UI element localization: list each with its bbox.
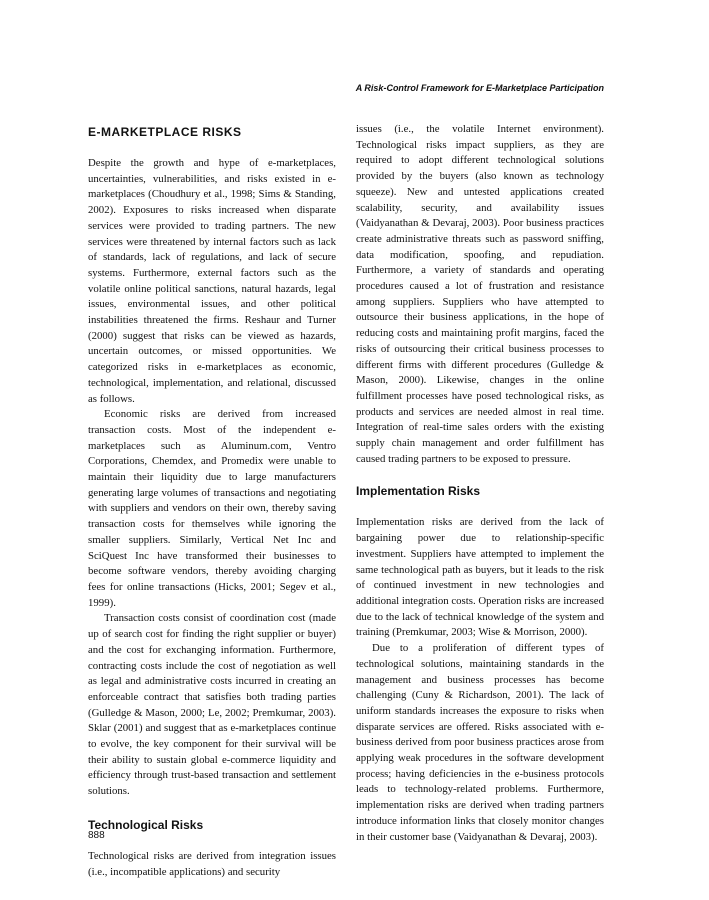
section-heading: E-MARKETPLACE RISKS	[88, 125, 242, 139]
left-column	[88, 122, 336, 880]
subheading-implementation-risks: Implementation Risks	[356, 484, 481, 499]
running-head: A Risk-Control Framework for E-Marketplace Participation	[355, 83, 604, 93]
paragraph-implementation-risks: Implementation risks are derived from the lack of bargaining power due to relationship-specific investment. Suppliers have attempted to implement the same technological path as buyers, but it leads to the risk of continued investment in new technologies and additional integration costs. Operation risks are increased due to the lack of technical knowledge of the system and training (Premkumar, 2003; Wise & Morrison, 2000).	[356, 516, 604, 639]
paragraph-technological-continued: issues (i.e., the volatile Internet environment). Technological risks impact suppliers, as they are required to adopt different technological solutions provided by the buyers (also known as technology squeeze). New and untested applications created scalability, security, and availability issues (Vaidyanathan & Devaraj, 2003). Poor business practices create administrative threats such as password sniffing, data modification, spoofing, and repudiation. Furthermore, a variety of standards and operating procedures caused a lot of frustration and resistance among suppliers. Suppliers who have attempted to outsource their business applications, in the hope of reducing costs and maintaining profit margins, faced the risks of outsourcing their critical business processes to different firms with different procedures (Gulledge & Mason, 2000). Likewise, changes in the online fulfillment processes have posed technological risks, as products and services are needed almost in real time. Integration of real-time sales orders with the existing supply chain management and order fulfillment has caused trading partners to be exposed to pressure.	[356, 123, 604, 465]
right-column	[356, 122, 604, 845]
paragraph-transaction-costs: Transaction costs consist of coordination cost (made up of search cost for finding the right supplier or buyer) and the cost for exchanging information. Furthermore, contracting costs include the cost of negotiation as well as legal and administrative costs incurred in creating an enforceable contract that satisfies both trading parties (Gulledge & Mason, 2000; Le, 2002; Premkumar, 2003). Sklar (2001) and suggest that as e-marketplaces continue to evolve, the key component for their survival will be their ability to sustain global e-commerce liquidity and efficiency through trust-based transaction and settlement solutions.	[88, 612, 336, 798]
paragraph-technological-risks: Technological risks are derived from integration issues (i.e., incompatible applications) and security	[88, 849, 336, 878]
page-number: 888	[88, 830, 105, 841]
paragraph-standards: Due to a proliferation of different types of technological solutions, maintaining standards in the management and business processes has become challenging (Cuny & Richardson, 2001). The lack of uniform standards increases the exposure to risks when disparate services are offered. Risks associated with e-business derived from poor business practices arose from applying weak procedures in the software development process; having deficiencies in the e-business protocols leads to technology-related problems. Furthermore, implementation risks are derived when trading partners introduce information links that closely monitor changes in their customer base (Vaidyanathan & Devaraj, 2003).	[356, 642, 604, 843]
paragraph-economic-risks: Economic risks are derived from increased transaction costs. Most of the independent e-marketplaces such as Aluminum.com, Ventro Corporations, Chemdex, and Promedix were unable to maintain their liquidity due to large manufacturers generating large volumes of transactions and negotiating with suppliers and vendors on their own, thereby saving transaction costs for themselves while ignoring the smaller suppliers. Similarly, Vertical Net Inc and SciQuest Inc have transformed their businesses to become software vendors, thereby avoiding charging fees for online transactions (Hicks, 2001; Segev et al., 1999).	[88, 408, 336, 609]
subheading-technological-risks: Technological Risks	[88, 817, 204, 832]
paragraph-intro: Despite the growth and hype of e-marketplaces, uncertainties, vulnerabilities, and risks existed in e-marketplaces (Choudhury et al., 1998; Sims & Standing, 2002). Exposures to risks increased when disparate services were provided to trading partners. The new services were threatened by internal factors such as lack of standards, lack of regulations, and lack of secure systems. Furthermore, external factors such as the volatile online political sanctions, natural hazards, legal issues, environmental issues, and other political instabilities threatened the firms. Reshaur and Turner (2000) suggest that risks can be viewed as hazards, uncertain outcomes, or missed opportunities. We categorized risks in e-marketplaces as economic, technological, implementation, and relational, discussed as follows.	[88, 157, 336, 405]
